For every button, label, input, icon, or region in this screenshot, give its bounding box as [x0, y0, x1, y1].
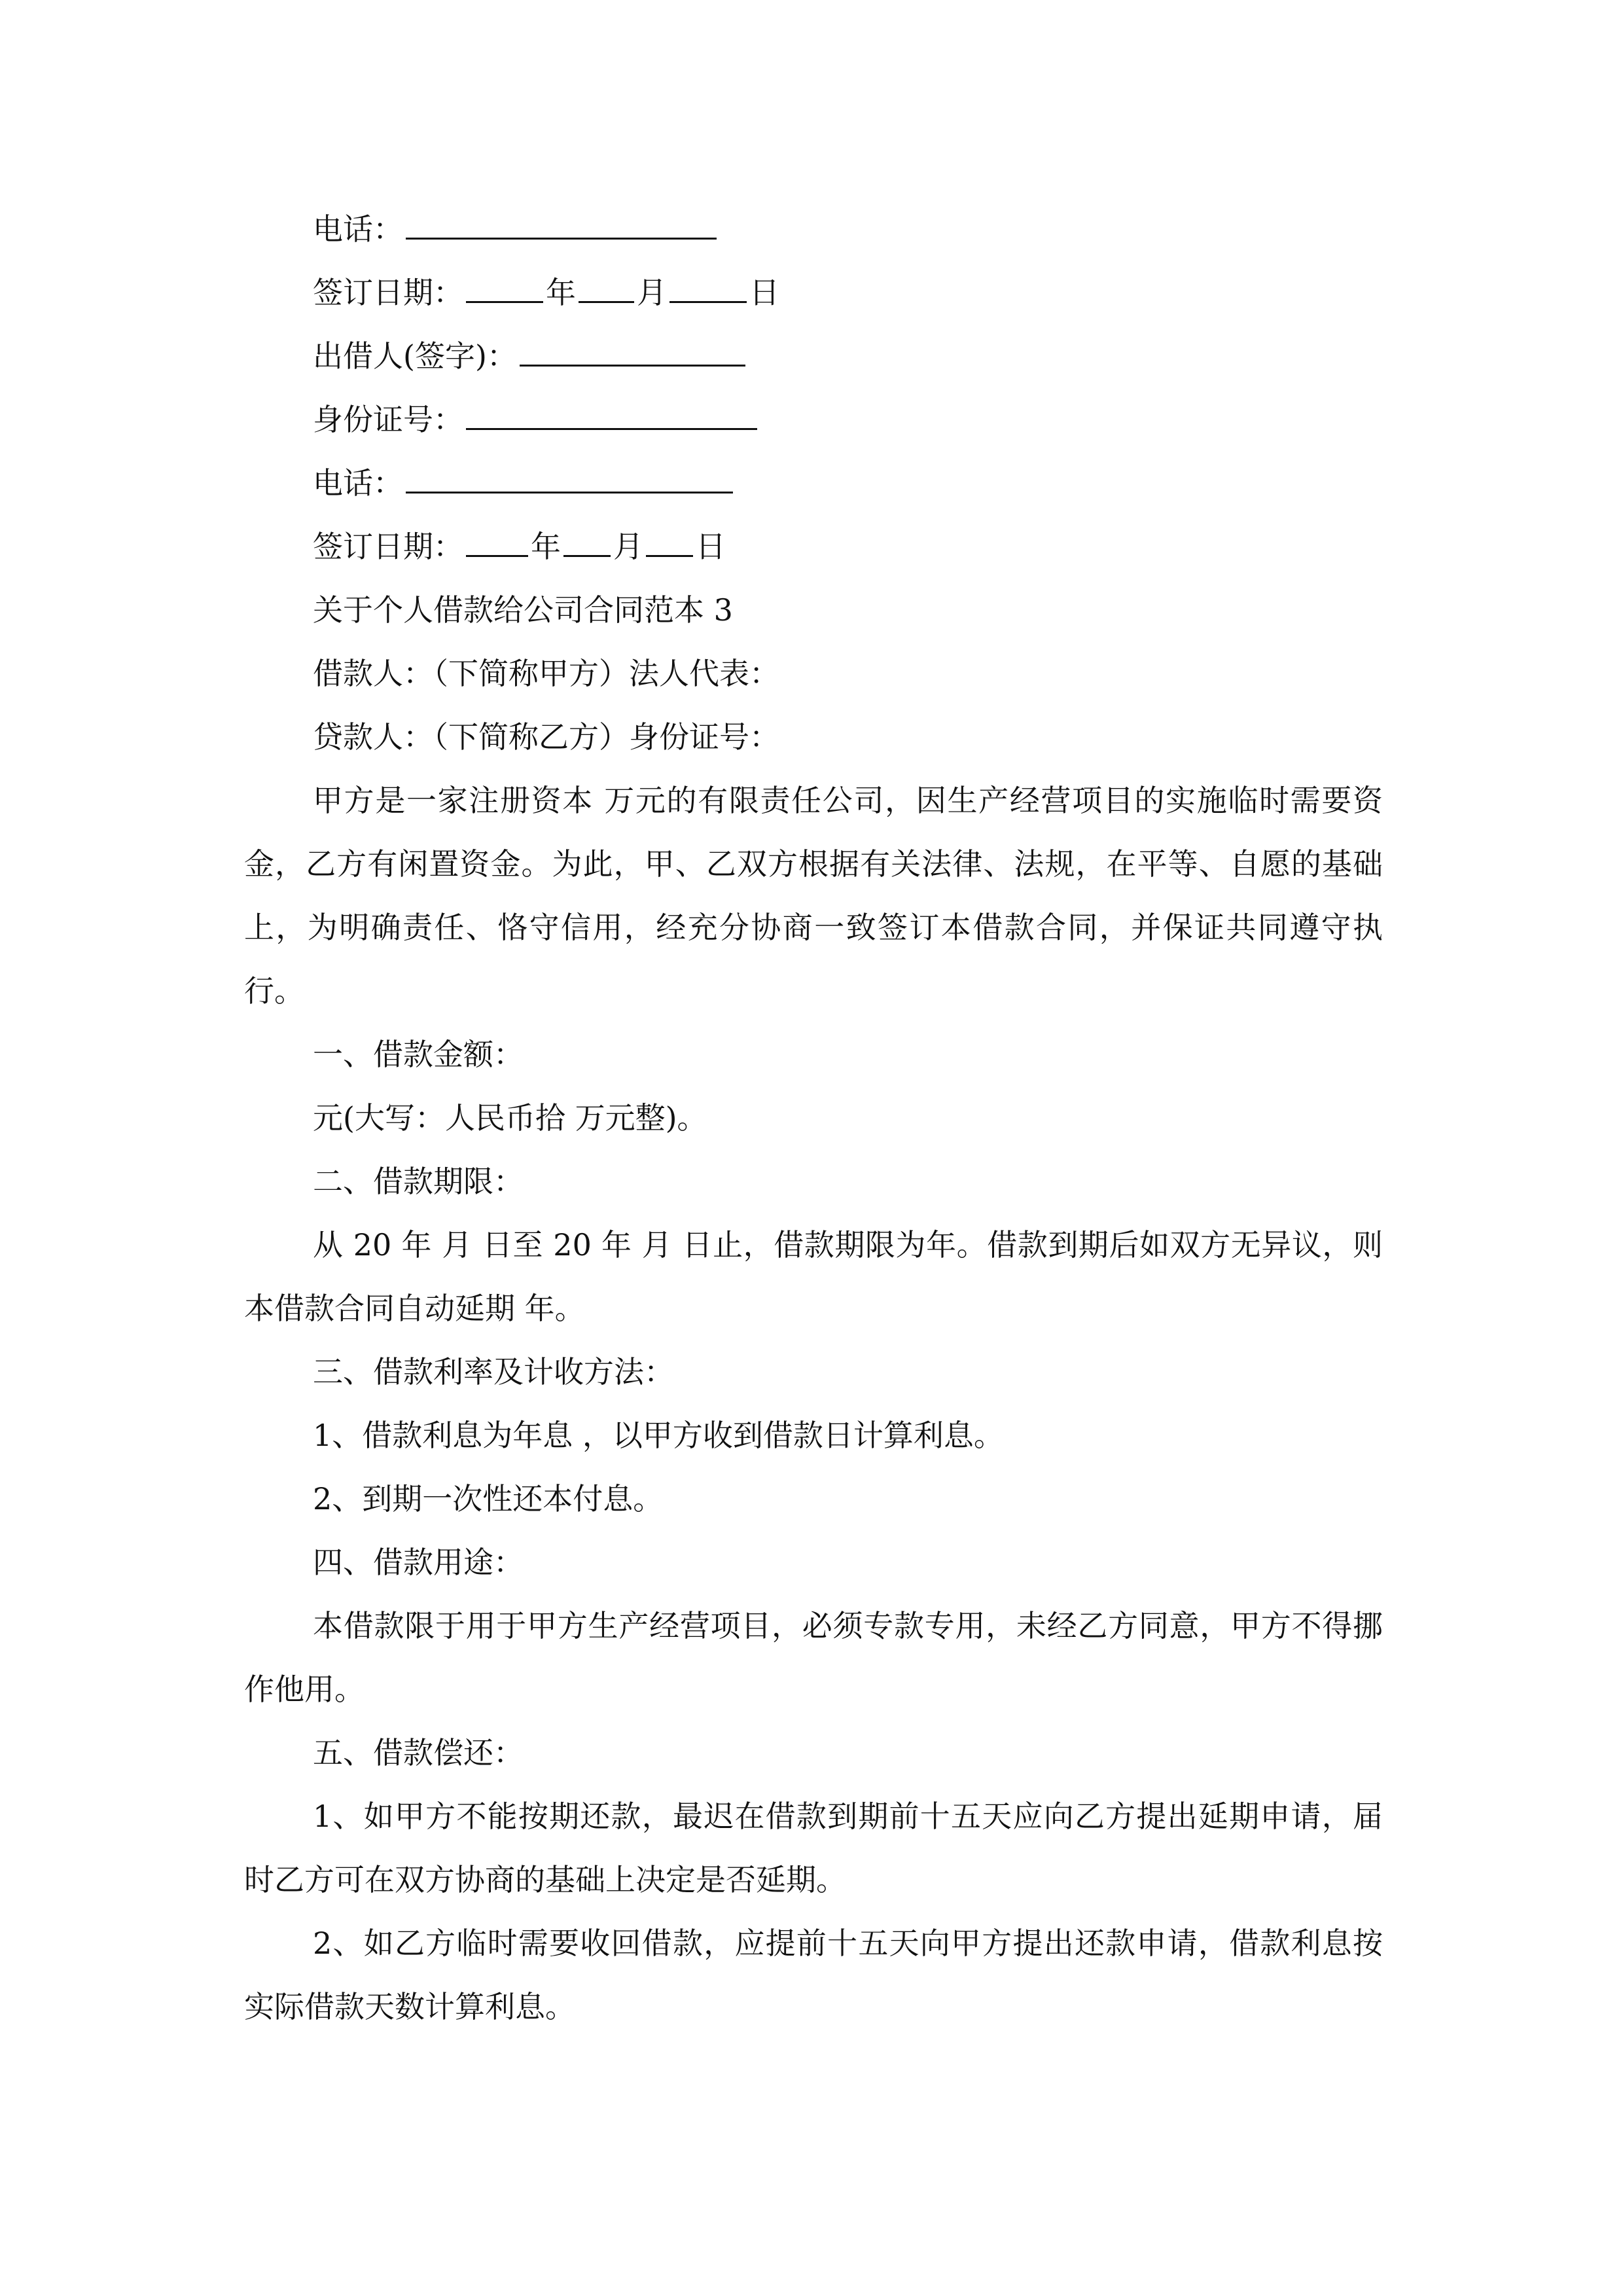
section-1-title: 一、借款金额： — [313, 1037, 524, 1072]
year-blank — [466, 275, 543, 303]
phone-blank — [406, 211, 717, 240]
lender-sign-line — [244, 325, 1383, 388]
section-2-body: 从 20 年 月 日至 20 年 月 日止，借款期限为年。借款到期后如双方无异议，则本借款合同自动延期 年。 — [244, 1227, 1383, 1326]
phone-blank — [406, 465, 733, 493]
year-blank — [466, 529, 528, 557]
lender-sign-blank — [520, 338, 745, 367]
intro-paragraph: 甲方是一家注册资本 万元的有限责任公司，因生产经营项目的实施临时需要资金，乙方有闲置资金。为此，甲、乙双方根据有关法律、法规，在平等、自愿的基础上，为明确责任、恪守信用，经充分协商一致签订本借款合同，并保证共同遵守执行。 — [244, 783, 1383, 1009]
day-blank — [669, 275, 747, 303]
phone-line-1 — [244, 198, 1383, 261]
month-label: 月 — [613, 529, 643, 564]
id-number-blank — [466, 402, 757, 430]
section-3-title: 三、借款利率及计收方法： — [313, 1354, 674, 1390]
section-5-item-2: 2、如乙方临时需要收回借款，应提前十五天向甲方提出还款申请，借款利息按实际借款天数计算利息。 — [244, 1926, 1383, 2024]
id-number-label: 身份证号： — [313, 402, 463, 437]
section-5-title: 五、借款偿还： — [313, 1735, 524, 1770]
phone-line-2 — [244, 452, 1383, 515]
phone-label: 电话： — [313, 211, 403, 247]
lender-sign-label: 出借人(签字)： — [313, 338, 517, 374]
sign-date-label: 签订日期： — [313, 529, 463, 564]
year-label: 年 — [546, 275, 576, 310]
day-blank — [646, 529, 693, 557]
day-label: 日 — [696, 529, 726, 564]
year-label: 年 — [531, 529, 561, 564]
section-4-body: 本借款限于用于甲方生产经营项目，必须专款专用，未经乙方同意，甲方不得挪作他用。 — [244, 1608, 1383, 1707]
phone-label: 电话： — [313, 465, 403, 501]
id-number-line — [244, 388, 1383, 452]
section-1-body: 元(大写：人民币拾 万元整)。 — [313, 1100, 707, 1136]
contract-title: 关于个人借款给公司合同范本 3 — [313, 592, 733, 628]
month-label: 月 — [637, 275, 667, 310]
sign-date-line-2 — [244, 515, 1383, 579]
section-2-title: 二、借款期限： — [313, 1164, 524, 1199]
sign-date-label: 签订日期： — [313, 275, 463, 310]
borrower-line: 借款人：（下简称甲方）法人代表： — [313, 656, 779, 691]
section-3-item-2: 2、到期一次性还本付息。 — [313, 1481, 664, 1516]
lender-line: 贷款人：（下简称乙方）身份证号： — [313, 719, 779, 755]
section-3-item-1: 1、借款利息为年息 ，以甲方收到借款日计算利息。 — [313, 1418, 1004, 1453]
sign-date-line-1 — [244, 261, 1383, 325]
day-label: 日 — [749, 275, 779, 310]
month-blank — [579, 275, 634, 303]
section-4-title: 四、借款用途： — [313, 1545, 524, 1580]
section-5-item-1: 1、如甲方不能按期还款，最迟在借款到期前十五天应向乙方提出延期申请，届时乙方可在双方协商的基础上决定是否延期。 — [244, 1799, 1383, 1897]
month-blank — [563, 529, 611, 557]
